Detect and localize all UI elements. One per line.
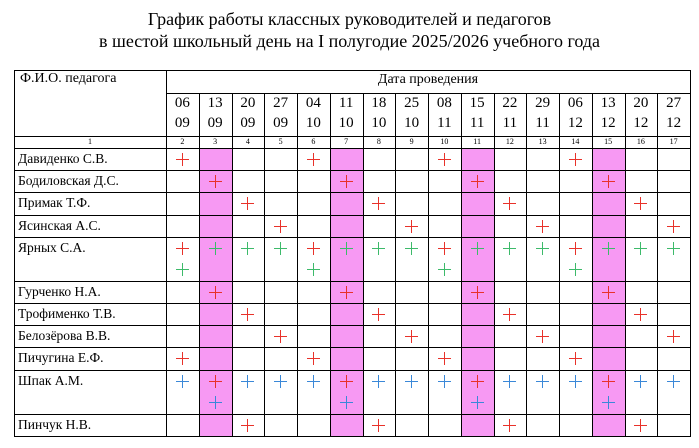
duty-mark-icon xyxy=(667,375,680,388)
duty-mark-icon xyxy=(372,419,385,432)
grid-line xyxy=(14,237,691,238)
duty-mark-icon xyxy=(602,286,615,299)
duty-mark-icon xyxy=(438,242,451,255)
duty-mark-icon xyxy=(503,242,516,255)
column-number: 14 xyxy=(571,137,580,146)
document-title-line1: График работы классных руководителей и педагогов xyxy=(147,9,552,29)
duty-mark-icon xyxy=(503,375,516,388)
duty-mark-icon xyxy=(569,153,582,166)
duty-mark-icon xyxy=(274,375,287,388)
date-day: 06 xyxy=(174,95,190,111)
date-day: 20 xyxy=(633,95,649,111)
duty-mark-icon xyxy=(372,308,385,321)
teacher-name: Примак Т.Ф. xyxy=(18,195,91,211)
date-day: 20 xyxy=(240,95,256,111)
duty-mark-icon xyxy=(307,352,320,365)
grid-line xyxy=(14,370,691,371)
teacher-name: Бодиловская Д.С. xyxy=(18,173,119,189)
teacher-name: Белозёрова В.В. xyxy=(18,328,111,344)
date-month: 10 xyxy=(338,115,354,131)
duty-mark-icon xyxy=(503,197,516,210)
column-number: 10 xyxy=(440,137,449,146)
date-day: 11 xyxy=(338,95,354,111)
duty-mark-icon xyxy=(471,396,484,409)
date-day: 22 xyxy=(502,95,518,111)
date-month: 09 xyxy=(207,115,223,131)
duty-mark-icon xyxy=(438,352,451,365)
column-number: 5 xyxy=(278,137,283,146)
duty-mark-icon xyxy=(634,242,647,255)
teacher-name: Пинчук Н.В. xyxy=(18,416,92,432)
duty-mark-icon xyxy=(569,263,582,276)
date-month: 12 xyxy=(666,115,682,131)
duty-mark-icon xyxy=(569,375,582,388)
grid-line xyxy=(14,281,691,282)
teacher-name: Давиденко С.В. xyxy=(18,151,108,166)
date-day: 25 xyxy=(404,95,420,111)
duty-mark-icon xyxy=(209,242,222,255)
date-month: 09 xyxy=(174,115,190,131)
duty-mark-icon xyxy=(340,175,353,188)
duty-mark-icon xyxy=(307,375,320,388)
grid-line xyxy=(14,215,691,216)
date-day: 08 xyxy=(436,95,452,111)
teacher-name: Ярных С.А. xyxy=(18,239,86,255)
column-number: 2 xyxy=(180,137,185,146)
duty-mark-icon xyxy=(176,375,189,388)
column-number: 16 xyxy=(636,137,645,146)
duty-mark-icon xyxy=(241,419,254,432)
duty-mark-icon xyxy=(274,242,287,255)
duty-mark-icon xyxy=(307,153,320,166)
date-month: 11 xyxy=(535,115,550,131)
date-day: 06 xyxy=(567,95,583,111)
date-day: 27 xyxy=(666,95,682,111)
duty-mark-icon xyxy=(471,286,484,299)
duty-mark-icon xyxy=(274,220,287,233)
duty-mark-icon xyxy=(667,330,680,343)
column-number: 6 xyxy=(311,137,316,146)
duty-mark-icon xyxy=(176,352,189,365)
duty-mark-icon xyxy=(176,153,189,166)
duty-mark-icon xyxy=(372,197,385,210)
duty-mark-icon xyxy=(209,396,222,409)
date-day: 13 xyxy=(600,95,616,111)
teacher-name: Трофименко Т.В. xyxy=(18,306,116,321)
duty-mark-icon xyxy=(634,419,647,432)
duty-mark-icon xyxy=(241,242,254,255)
date-month: 10 xyxy=(305,115,321,131)
date-day: 13 xyxy=(207,95,223,111)
grid-line xyxy=(14,436,691,437)
duty-mark-icon xyxy=(209,375,222,388)
duty-mark-icon xyxy=(176,242,189,255)
grid-line xyxy=(14,70,15,437)
duty-mark-icon xyxy=(536,330,549,343)
duty-mark-icon xyxy=(667,220,680,233)
column-number: 15 xyxy=(604,137,613,146)
date-day: 18 xyxy=(371,95,387,111)
duty-mark-icon xyxy=(405,375,418,388)
duty-mark-icon xyxy=(503,308,516,321)
duty-mark-icon xyxy=(471,175,484,188)
grid-line xyxy=(14,325,691,326)
date-day: 29 xyxy=(535,95,551,111)
grid-line xyxy=(14,192,691,193)
document-title-line2: в шестой школьный день на I полугодие 2025/2026 учебного года xyxy=(98,31,601,51)
grid-line xyxy=(14,148,691,149)
duty-mark-icon xyxy=(438,263,451,276)
date-month: 12 xyxy=(600,115,616,131)
duty-mark-icon xyxy=(176,263,189,276)
column-number: 17 xyxy=(669,137,678,146)
grid-line xyxy=(14,303,691,304)
date-day: 15 xyxy=(469,95,485,111)
duty-mark-icon xyxy=(307,242,320,255)
duty-mark-icon xyxy=(602,375,615,388)
duty-mark-icon xyxy=(602,175,615,188)
duty-mark-icon xyxy=(241,197,254,210)
date-month: 11 xyxy=(469,115,485,131)
duty-mark-icon xyxy=(667,242,680,255)
teacher-name: Гурченко Н.А. xyxy=(18,283,101,299)
duty-mark-icon xyxy=(405,220,418,233)
duty-mark-icon xyxy=(602,396,615,409)
duty-mark-icon xyxy=(438,153,451,166)
duty-mark-icon xyxy=(471,242,484,255)
date-month: 11 xyxy=(502,115,518,131)
duty-mark-icon xyxy=(405,242,418,255)
column-number: 8 xyxy=(376,137,381,146)
duty-mark-icon xyxy=(536,220,549,233)
duty-mark-icon xyxy=(536,242,549,255)
duty-mark-icon xyxy=(241,375,254,388)
date-day: 04 xyxy=(305,95,321,111)
grid-line xyxy=(690,70,691,437)
date-month: 09 xyxy=(273,115,289,131)
duty-mark-icon xyxy=(340,286,353,299)
duty-mark-icon xyxy=(634,308,647,321)
duty-mark-icon xyxy=(209,175,222,188)
duty-mark-icon xyxy=(340,396,353,409)
duty-mark-icon xyxy=(503,419,516,432)
duty-mark-icon xyxy=(209,286,222,299)
date-column-header: Дата проведения xyxy=(377,72,479,87)
duty-mark-icon xyxy=(372,242,385,255)
duty-mark-icon xyxy=(438,375,451,388)
name-column-header: Ф.И.О. педагога xyxy=(20,71,117,86)
teacher-name: Шпак А.М. xyxy=(18,372,84,388)
duty-mark-icon xyxy=(634,197,647,210)
column-number: 7 xyxy=(344,137,349,146)
column-number: 11 xyxy=(473,137,481,146)
date-month: 12 xyxy=(633,115,649,131)
duty-mark-icon xyxy=(471,375,484,388)
duty-mark-icon xyxy=(307,263,320,276)
duty-mark-icon xyxy=(241,308,254,321)
duty-mark-icon xyxy=(340,242,353,255)
date-month: 10 xyxy=(404,115,420,131)
column-number: 9 xyxy=(409,137,414,146)
duty-mark-icon xyxy=(372,375,385,388)
date-month: 10 xyxy=(371,115,387,131)
duty-mark-icon xyxy=(569,242,582,255)
column-number: 13 xyxy=(538,137,547,146)
teacher-name: Пичугина Е.Ф. xyxy=(18,350,104,366)
grid-line xyxy=(14,170,691,171)
date-month: 09 xyxy=(240,115,256,131)
date-month: 12 xyxy=(567,115,583,131)
duty-mark-icon xyxy=(634,375,647,388)
grid-line xyxy=(14,347,691,348)
duty-mark-icon xyxy=(569,352,582,365)
column-number: 1 xyxy=(88,137,92,146)
column-number: 4 xyxy=(245,137,250,146)
grid-line xyxy=(14,414,691,415)
column-number: 3 xyxy=(213,137,218,146)
duty-mark-icon xyxy=(405,330,418,343)
duty-mark-icon xyxy=(340,375,353,388)
duty-mark-icon xyxy=(536,375,549,388)
date-month: 11 xyxy=(437,115,452,131)
duty-mark-icon xyxy=(602,242,615,255)
date-day: 27 xyxy=(273,95,289,111)
column-number: 12 xyxy=(505,137,514,146)
duty-mark-icon xyxy=(274,330,287,343)
teacher-name: Ясинская А.С. xyxy=(18,217,101,233)
